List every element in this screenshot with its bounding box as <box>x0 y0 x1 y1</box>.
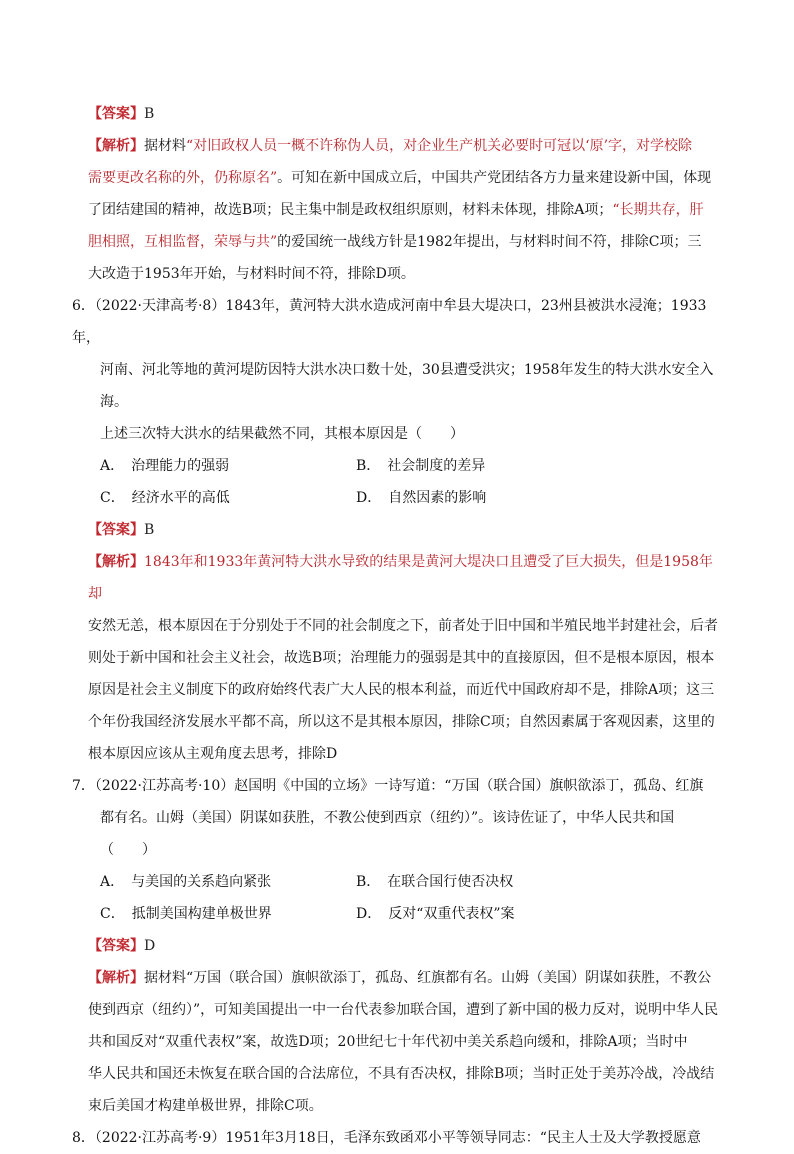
q7-option-d[interactable]: D． 反对“双重代表权”案 <box>356 906 515 922</box>
q6-answer <box>72 514 722 546</box>
explanation-text: 束后美国才构建单极世界，排除C项。 <box>88 1098 323 1114</box>
explanation-line <box>88 1026 722 1058</box>
explanation-text: 。可知在新中国成立后，中国共产党团结各方力量来建设新中国，体现 <box>277 170 712 186</box>
explanation-text: 个年份我国经济发展水平都不高，所以这不是其根本原因，排除C项；自然因素属于客观因素，这里的 <box>88 714 715 730</box>
q5-explanation <box>72 130 722 290</box>
explanation-text: 大改造于1953年开始，与材料时间不符，排除D项。 <box>88 266 415 282</box>
q7-stem <box>72 770 722 866</box>
explanation-text: 则处于新中国和社会主义社会，故选B项；治理能力的强弱是其中的直接原因，但不是根本原因，根本 <box>88 650 715 666</box>
explanation-text: 据材料 <box>144 138 186 154</box>
quoted-material: 1843年和1933年黄河特大洪水导致的结果是黄河大堤决口且遭受了巨大损失，但是1958年却 <box>88 554 713 602</box>
question-stem-line: 8．（2022·江苏高考·9）1951年3月18日，毛泽东致函邓小平等领导同志：“民主人士及大学教授愿意 <box>72 1130 701 1146</box>
question-stem-line: 都有名。山姆（美国）阴谋如获胜，不教公使到西京（纽约）”。该诗佐证了，中华人民共和国（ ） <box>100 810 675 858</box>
quoted-material: 胆相照，互相监督，荣辱与共” <box>88 234 278 250</box>
explanation-text: 了团结建国的精神，故选B项；民主集中制是政权组织原则，材料未体现，排除A项； <box>88 202 613 218</box>
q6-explanation <box>72 546 722 770</box>
quoted-material: 需要更改名称的外，仍称原名” <box>88 170 278 186</box>
explanation-text: 安然无恙，根本原因在于分别处于不同的社会制度之下，前者处于旧中国和半殖民地半封建社会，后者 <box>88 618 718 634</box>
question-stem-line: 河南、河北等地的黄河堤防因特大洪水决口数十处，30县遭受洪灾；1958年发生的特大洪水安全入海。 <box>100 362 714 410</box>
q6-option-a[interactable]: A． 治理能力的强弱 <box>100 458 230 474</box>
explanation-text: 使到西京（纽约）”，可知美国提出一中一台代表参加联合国，遭到了新中国的极力反对，说明中华人民 <box>88 1002 719 1018</box>
explanation-line <box>88 226 722 258</box>
answer-value: B <box>144 522 155 538</box>
q7-answer <box>72 930 722 962</box>
q6-option-d[interactable]: D． 自然因素的影响 <box>356 490 487 506</box>
question-stem-line: 上述三次特大洪水的结果截然不同，其根本原因是（ ） <box>100 426 464 442</box>
quoted-material: “长期共存，肝 <box>612 202 704 218</box>
q6-option-b[interactable]: B． 社会制度的差异 <box>356 458 486 474</box>
explanation-line <box>88 1090 722 1122</box>
explanation-label: 【解析】 <box>88 138 144 154</box>
explanation-line <box>88 258 722 290</box>
explanation-line <box>88 130 722 162</box>
explanation-line <box>88 1058 722 1090</box>
q7-option-a[interactable]: A． 与美国的关系趋向紧张 <box>100 874 272 890</box>
explanation-text: 的爱国统一战线方针是1982年提出，与材料时间不符，排除C项；三 <box>277 234 702 250</box>
answer-label: 【答案】 <box>88 938 144 954</box>
answer-value: B <box>144 106 155 122</box>
explanation-line <box>88 674 722 706</box>
q6-option-c[interactable]: C． 经济水平的高低 <box>100 490 230 506</box>
answer-label: 【答案】 <box>88 522 144 538</box>
explanation-label: 【解析】 <box>88 554 144 570</box>
explanation-text: 共和国反对“双重代表权”案，故选D项；20世纪七十年代初中美关系趋向缓和，排除A项；当时中 <box>88 1034 688 1050</box>
explanation-first <box>88 554 713 602</box>
q6-stem <box>72 290 722 450</box>
explanation-line <box>88 994 722 1026</box>
explanation-text: 据材料“万国（联合国）旗帜欲添丁，孤岛、红旗都有名。山姆（美国）阴谋如获胜，不教公 <box>144 970 712 986</box>
explanation-line <box>88 194 722 226</box>
explanation-line <box>88 738 722 770</box>
quoted-material: “对旧政权人员一概不许称伪人员，对企业生产机关必要时可冠以‘原’字，对学校除 <box>186 138 693 154</box>
q7-option-c[interactable]: C． 抵制美国构建单极世界 <box>100 906 272 922</box>
q6-options <box>72 450 722 514</box>
explanation-line <box>88 706 722 738</box>
explanation-line <box>88 642 722 674</box>
explanation-line <box>88 610 722 642</box>
explanation-text: 根本原因应该从主观角度去思考，排除D <box>88 746 338 762</box>
q7-explanation <box>72 962 722 1122</box>
explanation-label: 【解析】 <box>88 970 144 986</box>
explanation-line <box>88 962 722 994</box>
q8-stem <box>72 1122 722 1154</box>
q7-options <box>72 866 722 930</box>
explanation-line <box>88 162 722 194</box>
q7-option-b[interactable]: B． 在联合国行使否决权 <box>356 874 514 890</box>
explanation-text: 华人民共和国还未恢复在联合国的合法席位，不具有否决权，排除B项；当时正处于美苏冷战，冷战结 <box>88 1066 715 1082</box>
question-stem-line: 7．（2022·江苏高考·10）赵国明《中国的立场》一诗写道：“万国（联合国）旗帜欲添丁，孤岛、红旗 <box>72 778 704 794</box>
explanation-text: 原因是社会主义制度下的政府始终代表广大人民的根本利益，而近代中国政府却不是，排除A项；这三 <box>88 682 715 698</box>
question-stem-line: 6．（2022·天津高考·8）1843年，黄河特大洪水造成河南中牟县大堤决口，23州县被洪水浸淹；1933年， <box>72 298 707 346</box>
explanation-first <box>144 970 711 986</box>
answer-label: 【答案】 <box>88 106 144 122</box>
explanation-first <box>144 138 692 154</box>
answer-value: D <box>144 938 156 954</box>
q5-answer <box>72 98 722 130</box>
explanation-line <box>88 546 722 610</box>
